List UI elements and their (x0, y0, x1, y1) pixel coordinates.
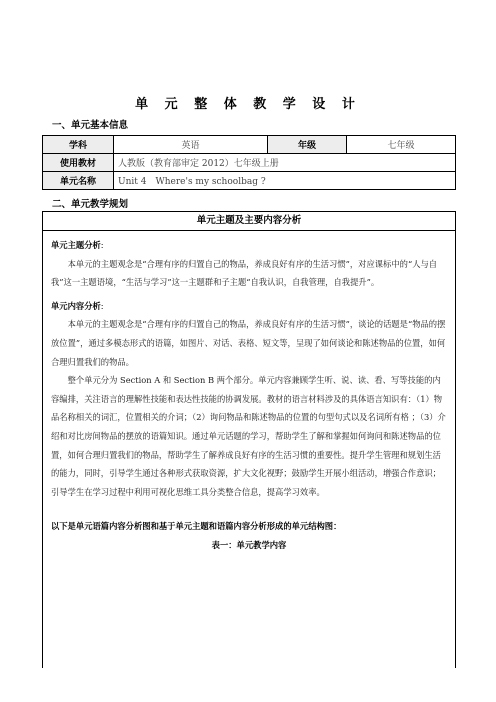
structure-intro-line: 以下是单元语篇内容分析图和基于单元主题和语篇内容分析形成的单元结构图： (51, 521, 342, 532)
basic-info-table (42, 135, 456, 190)
table-one-title: 表一：单元教学内容 (211, 539, 287, 550)
content-analysis-text-2: 整个单元分为 Section A 和 Section B 两个部分。单元内容兼顾学生听、说、读、看、写等技能的内容编排，关注语言的理解性技能和表达性技能的协调发展。教材的语言材料涉及的具体语言知识有：（1）物品名称相关的词汇，位置相关的介词；（2）询问物品和陈述物品的位置的句型句式以及名词所有格 ；（3）介绍和对比房间物品的摆放的语篇知识。通过单元话题的学习，帮助学生了解和掌握如何询问和陈述物品的位置，如何合理归置我们的物品，帮助学生了解养成良好有序的生活习惯的重要性。提升学生管理和规划生活的能力，同时，引导学生通过各种形式获取资源，扩大文化视野；鼓励学生开展小组活动，增强合作意识；引导学生在学习过程中利用可视化思维工具分类整合信息，提高学习效率。 (51, 375, 446, 497)
content-analysis-colon: : (100, 300, 104, 311)
content-analysis-label: 单元内容分析 (51, 300, 101, 311)
plan-header: 单元主题及主要内容分析 (43, 212, 455, 231)
section-heading-planning: 二、单元教学规划 (52, 199, 129, 210)
grade-value: 七年级 (347, 136, 456, 154)
unit-name-value: Unit 4 Where's my schoolbag ? (114, 172, 456, 190)
theme-analysis-heading (51, 236, 447, 255)
textbook-value: 人教版（教育部审定 2012）七年级上册 (114, 154, 456, 172)
document-title: 单 元 整 体 教 学 设 计 (135, 97, 361, 112)
table-row (43, 154, 456, 172)
content-analysis-heading (51, 297, 447, 316)
table-row (43, 172, 456, 190)
table-row (43, 136, 456, 154)
section-heading-basic-info: 一、单元基本信息 (52, 120, 129, 131)
theme-analysis-colon: : (100, 240, 104, 250)
plan-content (43, 236, 455, 555)
grade-label: 年级 (268, 136, 347, 154)
theme-analysis-text: 本单元的主题观念是“合理有序的归置自己的物品，养成良好有序的生活习惯”，对应课标中的“人与自我”这一主题语境，“生活与学习”这一主题群和子主题“自我认识，自我管理，自我提升”。 (51, 258, 438, 288)
subject-label: 学科 (43, 136, 114, 154)
subject-value: 英语 (114, 136, 268, 154)
unit-name-label: 单元名称 (43, 172, 114, 190)
content-analysis-text-1: 本单元的主题观念是“合理有序的归置自己的物品，养成良好有序的生活习惯”，谈论的话题是“物品的摆放位置”，通过多模态形式的语篇，如图片、对话、表格、短文等，呈现了如何谈论和陈述物品的位置，如何合理归置我们的物品。 (51, 319, 446, 367)
unit-plan-box (42, 211, 456, 668)
textbook-label: 使用教材 (43, 154, 114, 172)
theme-analysis-label: 单元主题分析 (51, 240, 101, 250)
